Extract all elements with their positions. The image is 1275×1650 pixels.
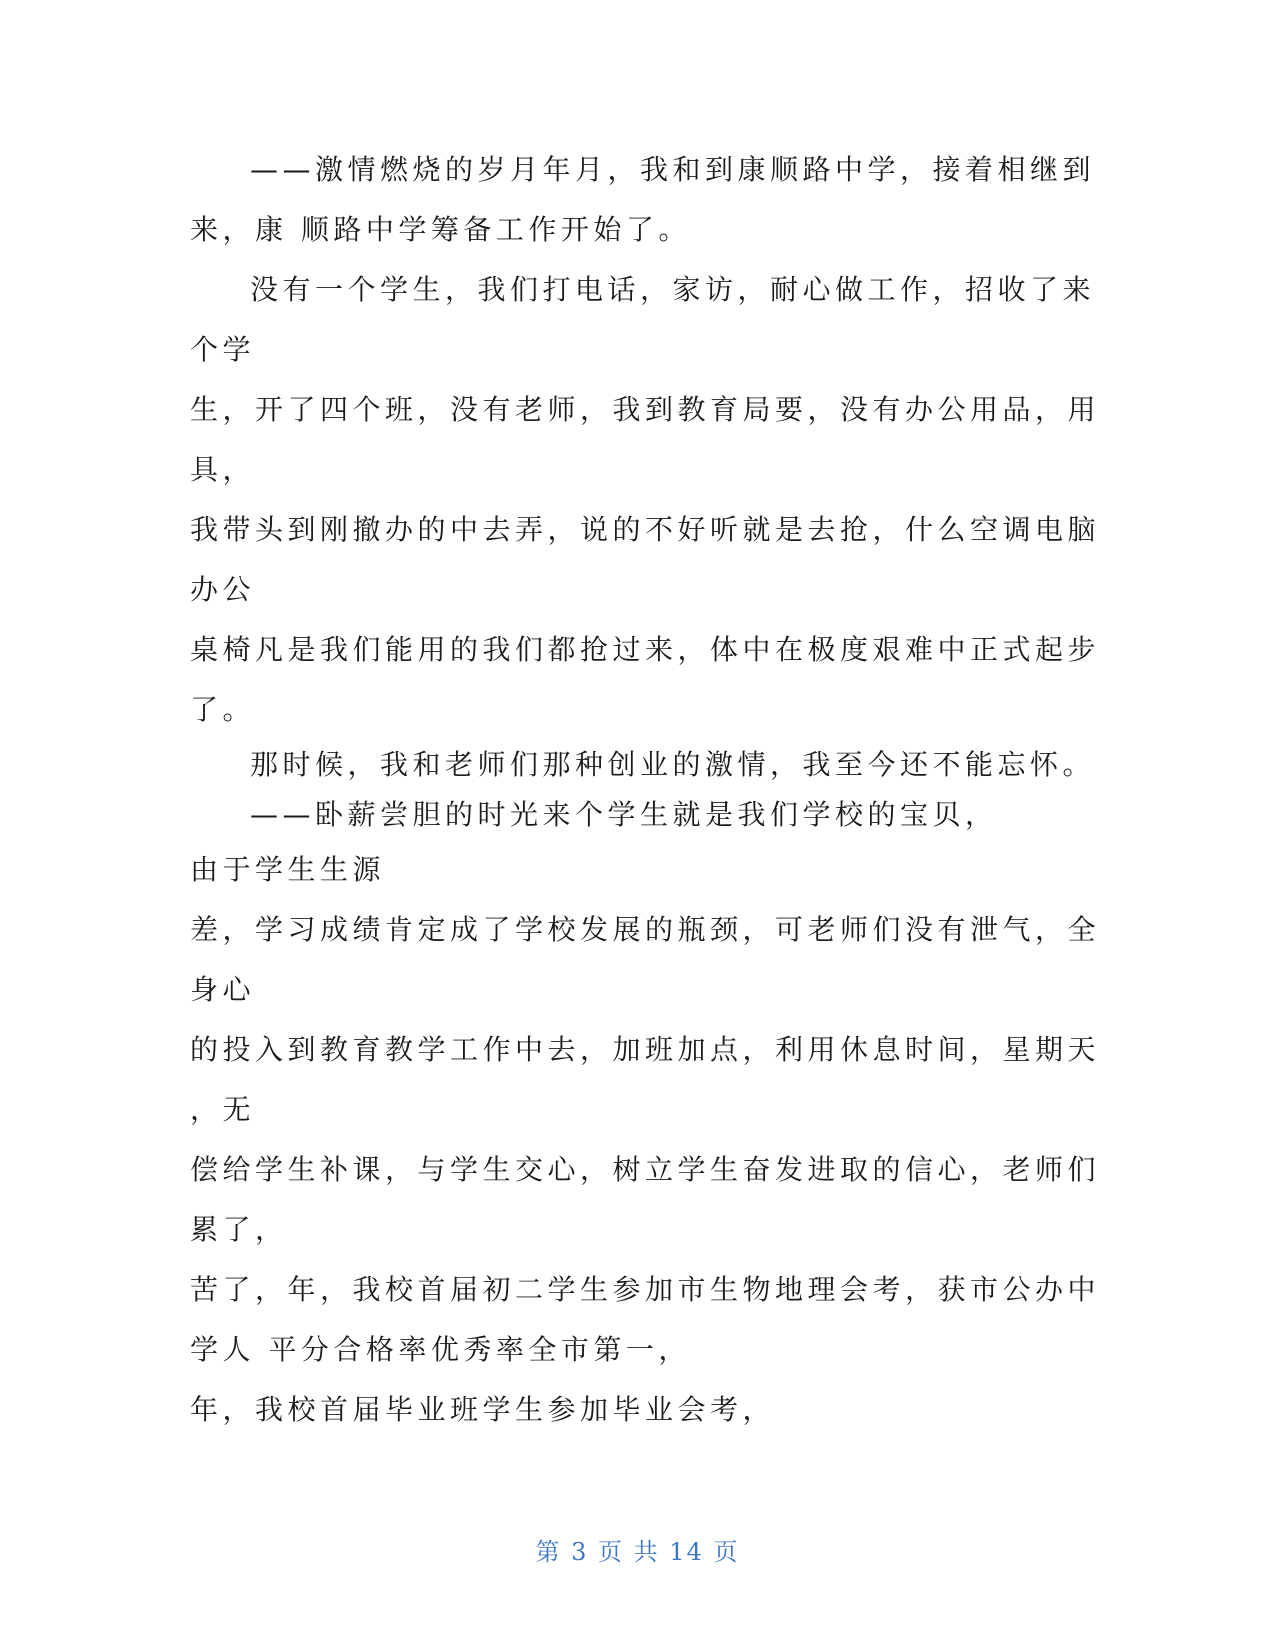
paragraph-line: 了。 — [190, 693, 256, 726]
paragraph-line: 生，开了四个班，没有老师，我到教育局要，没有办公用品，用 — [190, 393, 1101, 426]
paragraph-line: ——卧薪尝胆的时光来个学生就是我们学校的宝贝， — [250, 798, 998, 831]
paragraph-line: 年，我校首届毕业班学生参加毕业会考， — [190, 1393, 776, 1426]
paragraph-line: 来，康 顺路中学筹备工作开始了。 — [190, 213, 691, 246]
paragraph-line: 累了， — [190, 1213, 288, 1246]
document-body — [190, 140, 1101, 1440]
paragraph-line: 的投入到教育教学工作中去，加班加点，利用休息时间，星期天 — [190, 1033, 1101, 1066]
paragraph-line: 学人 平分合格率优秀率全市第一， — [190, 1333, 691, 1366]
paragraph-line: 桌椅凡是我们能用的我们都抢过来，体中在极度艰难中正式起步 — [190, 633, 1101, 666]
page-number-footer: 第 3 页 共 14 页 — [535, 1538, 740, 1566]
paragraph-line: 苦了，年，我校首届初二学生参加市生物地理会考，获市公办中 — [190, 1273, 1101, 1306]
paragraph-line: 身心 — [190, 973, 256, 1006]
paragraph-line: ——激情燃烧的岁月年月，我和到康顺路中学，接着相继到 — [250, 153, 1096, 186]
paragraph-line: 差，学习成绩肯定成了学校发展的瓶颈，可老师们没有泄气，全 — [190, 913, 1101, 946]
paragraph-line: 那时候，我和老师们那种创业的激情，我至今还不能忘怀。 — [250, 748, 1096, 781]
paragraph-line: 没有一个学生，我们打电话，家访，耐心做工作，招收了来 — [250, 273, 1096, 306]
paragraph-line: 我带头到刚撤办的中去弄，说的不好听就是去抢，什么空调电脑 — [190, 513, 1101, 546]
paragraph-line: 由于学生生源 — [190, 853, 386, 886]
paragraph-line: ，无 — [190, 1093, 256, 1126]
paragraph-line: 个学 — [190, 333, 256, 366]
paragraph-line: 办公 — [190, 573, 256, 606]
paragraph-line: 偿给学生补课，与学生交心，树立学生奋发进取的信心，老师们 — [190, 1153, 1101, 1186]
paragraph-line: 具， — [190, 453, 256, 486]
